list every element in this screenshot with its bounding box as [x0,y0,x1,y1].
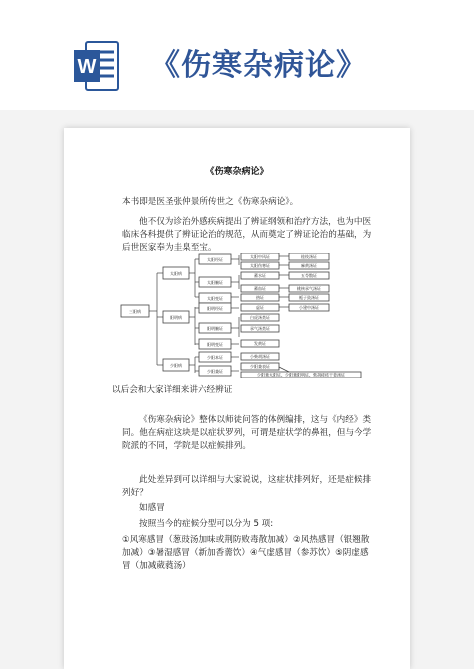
diagram-l2-3: 阳明经证 [207,306,223,311]
diagram-l1-0: 太阳病 [170,271,182,276]
word-document-icon [72,38,120,94]
document-page [64,128,410,669]
paragraph-description: 他不仅为诊治外感疾病提出了辨证纲领和治疗方法，也为中医临床各科提供了辨证论治的规范，从而奠定了辨证论治的基础，为后世医家奉为圭臬至宝。 [122,217,372,253]
diagram-l4-2: 五苓散证 [301,273,317,278]
diagram-l3-9: 小柴胡汤证 [250,354,270,359]
diagram-l3-1: 太阳伤寒证 [250,263,270,268]
diagram-l2-1: 太阳腑证 [207,280,223,285]
diagram-l2-6: 少阳本证 [207,355,223,360]
paragraph-types-intro: 按照当今的症候分型可以分为 5 项: [139,519,274,529]
banner [0,0,474,110]
diagram-l3-5: 虚证 [256,305,264,310]
diagram-l3-8: 发黄证 [254,341,266,346]
diagram-l3-10: 少阳兼表证 [250,364,270,369]
diagram-l4-5: 小建中汤证 [299,305,319,310]
diagram-l3-3: 蓄血证 [254,286,266,291]
paragraph-types-list: ①风寒感冒（葱豉汤加味或荆防败毒散加减）②风热感冒（银翘散加减）③暑湿感冒（新加香薷饮）④气虚感冒（参苏饮）⑤阴虚感冒（加减葳蕤汤） [122,535,370,571]
diagram-root: 三阳病 [129,309,141,314]
diagram-l4-4: 栀子豉汤证 [299,295,319,300]
diagram-l3-6: 白虎汤类证 [250,315,270,320]
six-channel-diagram [119,253,374,378]
diagram-l2-7: 少阳兼证 [207,369,223,374]
paragraph-comparison: 此处差异到可以详细与大家说说，这症状排列好，还是症候排列好？ [122,475,372,498]
diagram-l3-7: 承气汤类证 [250,326,270,331]
diagram-bottom-note: 少阳兼太阳证、少阳兼阳明证、柴胡桂枝干姜汤证 [257,372,345,378]
diagram-l2-2: 太阳变证 [207,296,223,301]
diagram-l2-5: 阳明变证 [207,342,223,347]
paragraph-intro: 本书即是医圣张仲景所传世之《伤寒杂病论》。 [122,197,299,207]
diagram-l4-0: 桂枝汤证 [301,254,317,259]
diagram-l1-2: 少阳病 [170,363,182,368]
paragraph-example: 如感冒 [139,503,165,513]
banner-title: 《伤寒杂病论》 [150,48,367,83]
diagram-l3-0: 太阳中风证 [250,254,270,259]
diagram-l2-0: 太阳经证 [207,257,223,262]
paragraph-structure: 《伤寒杂病论》整体以师徒问答的体例编排，这与《内经》类同。他在病症这块是以症状罗列，可谓是症状学的鼻祖，但与今学院派的不同，学院是以症候排列。 [122,415,372,451]
diagram-l4-1: 麻黄汤证 [301,263,317,268]
diagram-l4-3: 桃核承气汤证 [297,286,321,291]
diagram-l2-4: 阳明腑证 [207,326,223,331]
diagram-l3-2: 蓄水证 [254,273,266,278]
after-diagram-note: 以后会和大家详细来讲六经辨证 [112,385,233,395]
document-title: 《伤寒杂病论》 [205,167,269,177]
word-letter: W [77,56,97,78]
diagram-l1-1: 阳明病 [170,315,182,320]
diagram-l3-4: 热证 [256,295,264,300]
